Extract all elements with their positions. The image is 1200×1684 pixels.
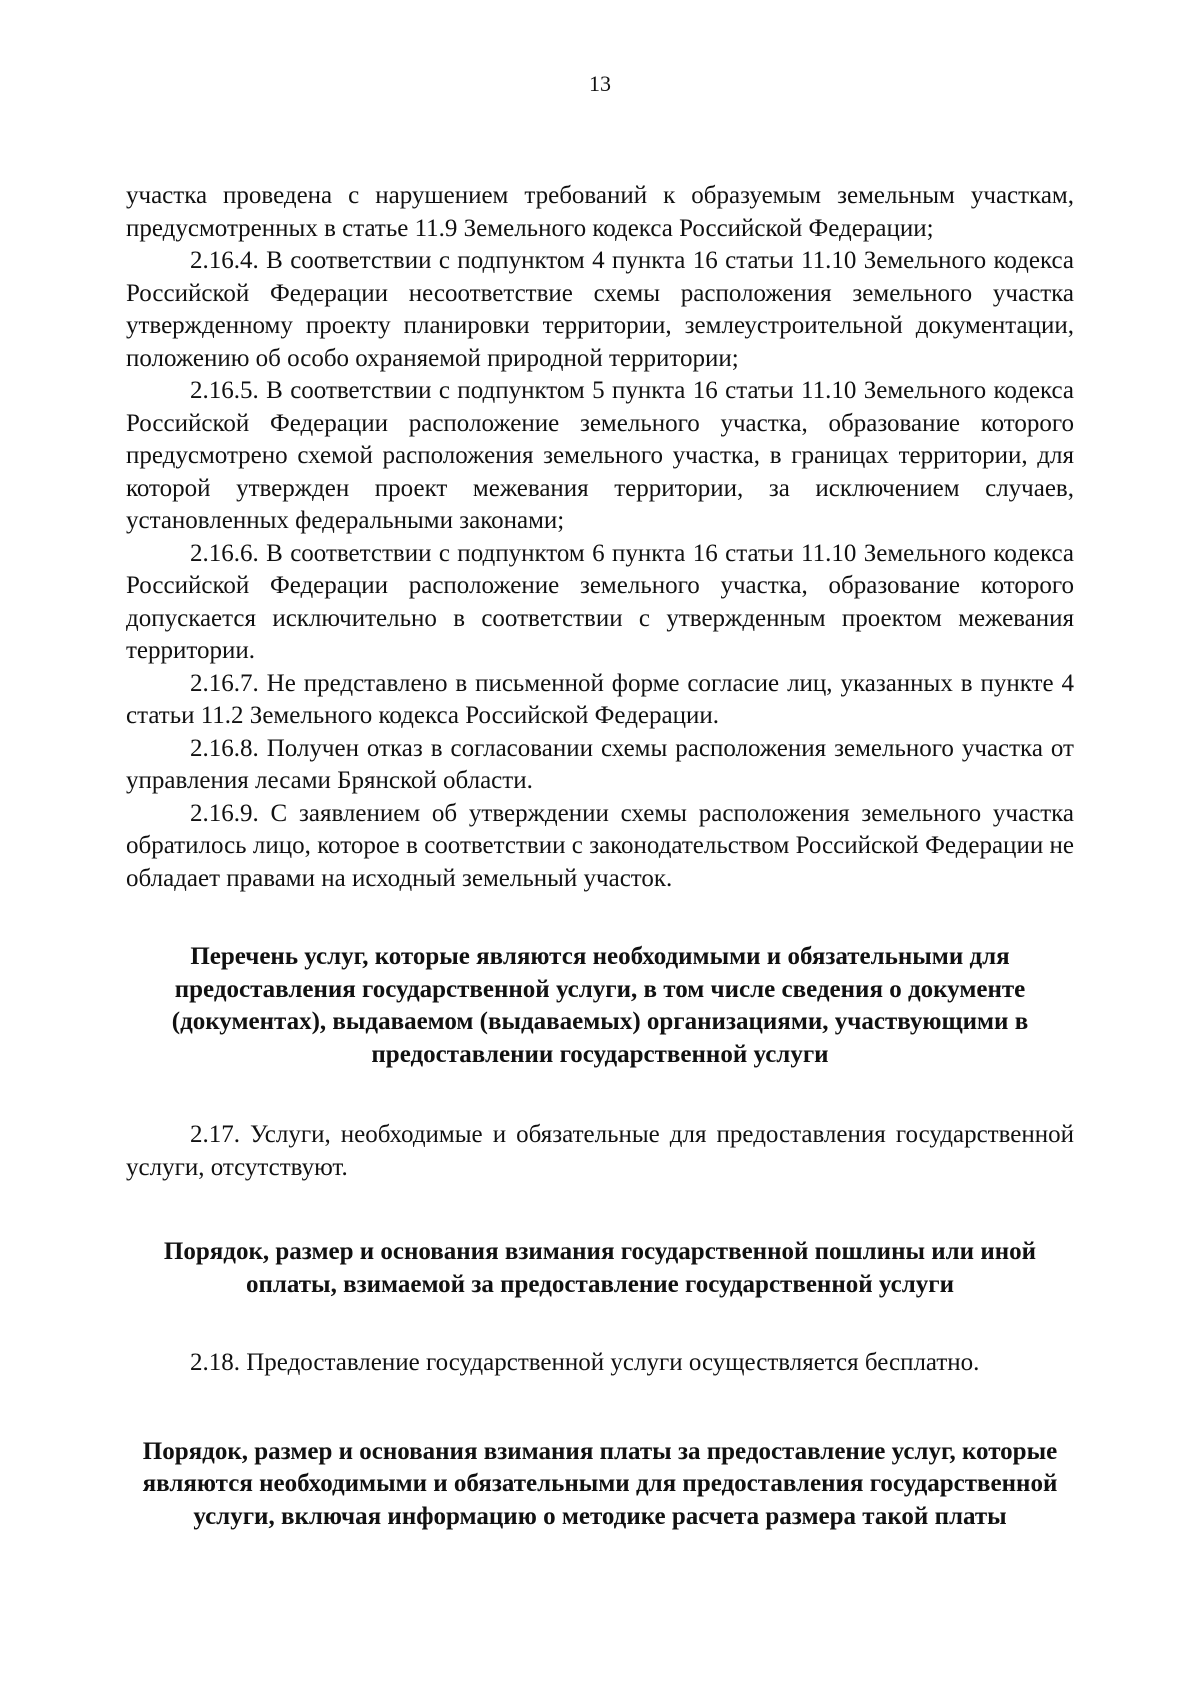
paragraph-2-17: 2.17. Услуги, необходимые и обязательные для предоставления государственной услуги, отсутствуют. <box>126 1121 1074 1181</box>
paragraph-2-18: 2.18. Предоставление государственной услуги осуществляется бесплатно. <box>190 1349 980 1376</box>
section-heading-state-fee: Порядок, размер и основания взимания государственной пошлины или иной оплаты, взимаемой за предоставление государственной услуги <box>163 1238 1037 1298</box>
paragraph-2-16-6: 2.16.6. В соответствии с подпунктом 6 пункта 16 статьи 11.10 Земельного кодекса Российской Федерации расположение земельного участка, образование которого допускается исключительно в соответствии с утвержденным проектом межевания территории. <box>126 539 1074 664</box>
paragraph-2-16-4: 2.16.4. В соответствии с подпунктом 4 пункта 16 статьи 11.10 Земельного кодекса Российской Федерации несоответствие схемы расположения земельного участка утвержденному проекту планировки территории, землеустроительной документации, положению об особо охраняемой природной территории; <box>126 247 1074 372</box>
section-heading-services-list: Перечень услуг, которые являются необходимыми и обязательными для предоставления государственной услуги, в том числе сведения о документе (документах), выдаваемом (выдаваемых) организациями, участвующими в предоставлении государственной услуги <box>171 943 1029 1068</box>
document-body <box>126 180 1074 1533</box>
paragraph-2-16-8: 2.16.8. Получен отказ в согласовании схемы расположения земельного участка от управления лесами Брянской области. <box>126 734 1074 794</box>
paragraph-continuation: участка проведена с нарушением требований к образуемым земельным участкам, предусмотренных в статье 11.9 Земельного кодекса Российской Федерации; <box>126 182 1074 242</box>
section-heading-service-fee: Порядок, размер и основания взимания платы за предоставление услуг, которые являются необходимыми и обязательными для предоставления государственной услуги, включая информацию о методике расчета размера такой платы <box>142 1437 1058 1530</box>
page-number: 13 <box>589 71 611 96</box>
paragraph-2-16-9: 2.16.9. С заявлением об утверждении схемы расположения земельного участка обратилось лицо, которое в соответствии с законодательством Российской Федерации не обладает правами на исходный земельный участок. <box>126 799 1074 892</box>
paragraph-2-16-5: 2.16.5. В соответствии с подпунктом 5 пункта 16 статьи 11.10 Земельного кодекса Российской Федерации расположение земельного участка, образование которого предусмотрено схемой расположения земельного участка, в границах территории, для которой утвержден проект межевания территории, за исключением случаев, установленных федеральными законами; <box>126 377 1074 534</box>
paragraph-2-16-7: 2.16.7. Не представлено в письменной форме согласие лиц, указанных в пункте 4 статьи 11.2 Земельного кодекса Российской Федерации. <box>126 669 1074 729</box>
